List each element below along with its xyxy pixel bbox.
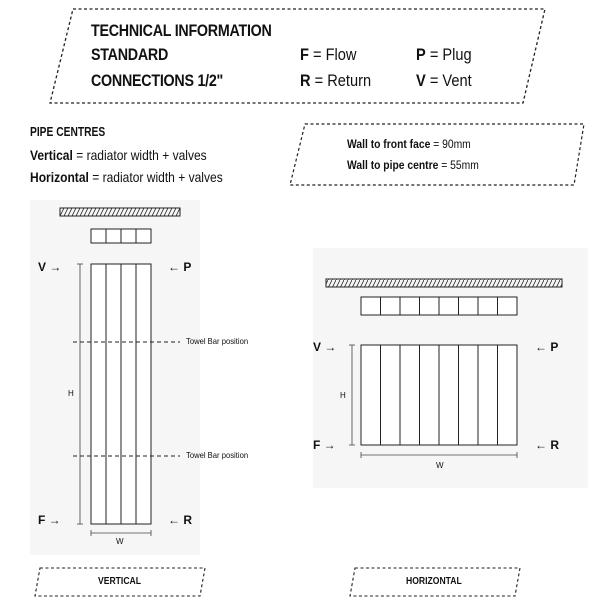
- vertical-height-label: H: [68, 389, 74, 398]
- vertical-flow-label: F →: [38, 513, 61, 527]
- pipe-centres-vertical: Vertical = radiator width + valves: [30, 147, 207, 163]
- vertical-return-label: ← R: [168, 513, 192, 527]
- horizontal-height-label: H: [340, 391, 346, 400]
- radiator-columns: [361, 345, 517, 445]
- top-view: [91, 229, 151, 243]
- horizontal-flow-label: F →: [313, 438, 336, 452]
- legend-plug: P = Plug: [416, 45, 472, 64]
- towel-bar-label-1: Towel Bar position: [186, 336, 249, 346]
- horizontal-return-label: ← R: [535, 438, 559, 452]
- horizontal-plug-label: ← P: [535, 340, 559, 354]
- top-view: [361, 297, 517, 315]
- wall-pipe-centre: Wall to pipe centre = 55mm: [347, 158, 479, 172]
- horizontal-vent-label: V →: [313, 340, 337, 354]
- vertical-plug-label: ← P: [168, 260, 192, 274]
- pipe-centres-heading: PIPE CENTRES: [30, 125, 106, 139]
- vertical-width-label: W: [116, 537, 124, 546]
- legend-return: R = Return: [300, 71, 372, 90]
- connections-label: CONNECTIONS 1/2": [91, 71, 224, 90]
- legend-vent: V = Vent: [416, 71, 472, 90]
- wall-hatch: [60, 208, 180, 216]
- towel-bar-label-2: Towel Bar position: [186, 450, 249, 460]
- vertical-caption: VERTICAL: [98, 576, 141, 587]
- radiator-columns: [91, 264, 151, 524]
- standard-label: STANDARD: [91, 45, 169, 64]
- tech-info-title: TECHNICAL INFORMATION: [91, 21, 272, 40]
- wall-hatch: [326, 279, 562, 287]
- pipe-centres-horizontal: Horizontal = radiator width + valves: [30, 169, 223, 185]
- horizontal-width-label: W: [436, 461, 444, 470]
- vertical-vent-label: V →: [38, 260, 62, 274]
- legend-flow: F = Flow: [300, 45, 357, 64]
- wall-info-frame: [290, 124, 584, 185]
- horizontal-caption: HORIZONTAL: [406, 576, 462, 587]
- wall-front-face: Wall to front face = 90mm: [347, 137, 471, 151]
